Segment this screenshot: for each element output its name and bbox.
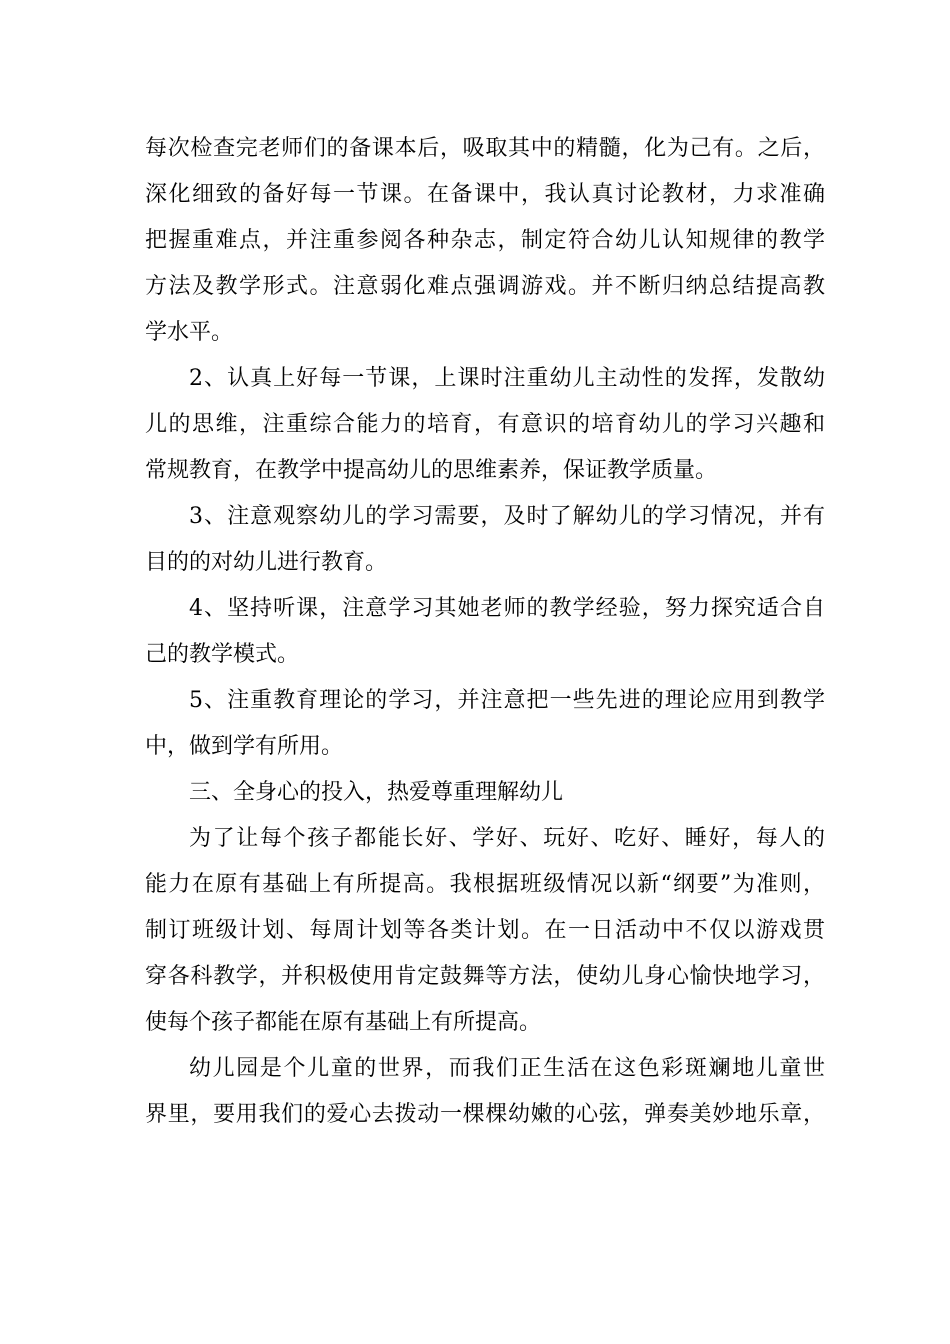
text-line-19: 穿各科教学，并积极使用肯定鼓舞等方法，使幼儿身心愉快地学习， xyxy=(145,964,825,989)
text-line-5: 学水平。 xyxy=(145,320,234,345)
text-line-13: 5、注重教育理论的学习，并注意把一些先进的理论应用到教学 xyxy=(189,688,825,713)
section-heading: 三、全身心的投入，热爱尊重理解幼儿 xyxy=(189,780,564,805)
text-line-18: 制订班级计划、每周计划等各类计划。在一日活动中不仅以游戏贯 xyxy=(145,918,825,943)
text-line-16: 为了让每个孩子都能长好、学好、玩好、吃好、睡好，每人的 xyxy=(189,826,825,851)
text-line-7: 儿的思维，注重综合能力的培育，有意识的培育幼儿的学习兴趣和 xyxy=(145,412,825,437)
text-line-10: 目的的对幼儿进行教育。 xyxy=(145,550,388,575)
document-page xyxy=(145,126,825,1138)
text-line-2: 深化细致的备好每一节课。在备课中，我认真讨论教材，力求准确 xyxy=(145,182,825,207)
text-line-21: 幼儿园是个儿童的世界，而我们正生活在这色彩斑斓地儿童世 xyxy=(189,1056,825,1081)
text-line-14: 中，做到学有所用。 xyxy=(145,734,344,759)
text-line-1: 每次检查完老师们的备课本后，吸取其中的精髓，化为己有。之后， xyxy=(145,136,825,161)
text-line-6: 2、认真上好每一节课，上课时注重幼儿主动性的发挥，发散幼 xyxy=(189,366,825,391)
text-line-20: 使每个孩子都能在原有基础上有所提高。 xyxy=(145,1010,542,1035)
text-line-8: 常规教育，在教学中提高幼儿的思维素养，保证教学质量。 xyxy=(145,458,718,483)
text-line-11: 4、坚持听课，注意学习其她老师的教学经验，努力探究适合自 xyxy=(189,596,825,621)
text-line-22: 界里，要用我们的爱心去拨动一棵棵幼嫩的心弦，弹奏美妙地乐章， xyxy=(145,1102,825,1127)
text-line-3: 把握重难点，并注重参阅各种杂志，制定符合幼儿认知规律的教学 xyxy=(145,228,825,253)
text-line-12: 己的教学模式。 xyxy=(145,642,300,667)
text-line-17: 能力在原有基础上有所提高。我根据班级情况以新“纲要”为准则， xyxy=(145,872,825,897)
text-line-9: 3、注意观察幼儿的学习需要，及时了解幼儿的学习情况，并有 xyxy=(189,504,825,529)
text-line-4: 方法及教学形式。注意弱化难点强调游戏。并不断归纳总结提高教 xyxy=(145,274,825,299)
